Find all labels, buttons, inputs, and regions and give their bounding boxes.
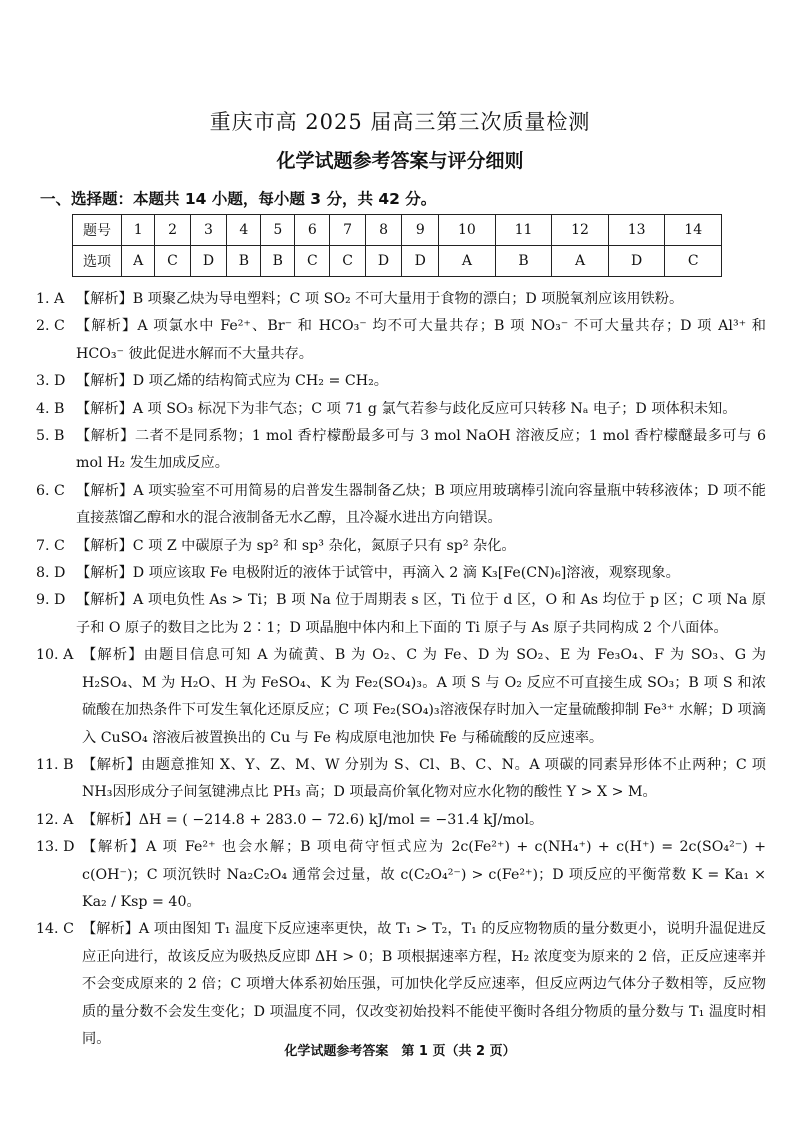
item-number: 3. D	[36, 373, 66, 390]
item-text: 【解析】A 项由图知 T₁ 温度下反应速率更快，故 T₁ > T₂，T₁ 的反应物物质的量分数更小，说明升温促进反应正向进行，故该反应为吸热反应即 ΔH > 0；B 项根据速率方程，H₂ 浓度变为原来的 2 倍，正反应速率并不会变成原来的 2 倍；C 项增大体系初始压强，可加快化学反应速率，但反应两边气体分子数相等，反应物质的量分数不会发生变化；D 项温度不同，仅改变初始投料不能使平衡时各组分物质的量分数与 T₁ 温度时相同。	[82, 921, 766, 1047]
item-number: 11. B	[36, 756, 74, 773]
table-cell-number: 6	[295, 215, 330, 246]
table-header-question: 题号	[73, 215, 122, 246]
table-header-answer: 选项	[73, 246, 122, 277]
item-text: 【解析】ΔH = ( −214.8 + 283.0 − 72.6) kJ/mol = −31.4 kJ/mol。	[82, 811, 544, 828]
item-number: 1. A	[36, 291, 65, 307]
item-text: 【解析】二者不是同系物；1 mol 香柠檬酚最多可与 3 mol NaOH 溶液反应；1 mol 香柠檬醚最多可与 6 mol H₂ 发生加成反应。	[76, 428, 766, 472]
table-cell-answer: C	[330, 246, 365, 277]
item-number: 8. D	[36, 565, 66, 582]
table-cell-answer: D	[402, 246, 439, 277]
table-cell-answer: D	[190, 246, 227, 277]
table-cell-number: 7	[330, 215, 365, 246]
page-title: 重庆市高 2025 届高三第三次质量检测	[209, 110, 591, 134]
item-text: 【解析】C 项 Z 中碳原子为 sp² 和 sp³ 杂化，氮原子只有 sp² 杂化。	[76, 537, 516, 554]
table-cell-number: 14	[665, 215, 722, 246]
item-number: 7. C	[36, 537, 65, 554]
table-cell-answer: A	[439, 246, 496, 277]
item-number: 5. B	[36, 428, 65, 445]
page-subtitle: 化学试题参考答案与评分细则	[276, 150, 524, 172]
section-heading: 一、选择题：本题共 14 小题，每小题 3 分，共 42 分。	[40, 190, 437, 208]
item-text: 【解析】D 项乙烯的结构简式应为 CH₂ = CH₂。	[76, 373, 388, 390]
item-number: 4. B	[36, 400, 65, 417]
item-text: 【解析】由题目信息可知 A 为硫黄、B 为 O₂、C 为 Fe、D 为 SO₂、E 为 Fe₃O₄、F 为 SO₃、G 为 H₂SO₄、M 为 H₂O、H 为 FeSO₄、K 为 Fe₂(SO₄)₃。A 项 S 与 O₂ 反应不可直接生成 SO₃；B 项 S 和浓硫酸在加热条件下可发生氧化还原反应；C 项 Fe₂(SO₄)₃溶液保存时加入一定量硫酸抑制 Fe³⁺ 水解；D 项滴入 CuSO₄ 溶液后被置换出的 Cu 与 Fe 构成原电池加快 Fe 与稀硫酸的反应速率。	[82, 647, 766, 746]
table-cell-answer: B	[261, 246, 295, 277]
explanation-item	[36, 533, 766, 560]
explanation-item	[36, 368, 766, 395]
table-cell-answer: A	[552, 246, 609, 277]
page-footer: 化学试题参考答案 第 1 页（共 2 页）	[284, 1044, 516, 1059]
answer-table-number-row	[73, 215, 722, 246]
item-number: 2. C	[36, 318, 65, 335]
explanation-item	[36, 807, 766, 834]
item-text: 【解析】由题意推知 X、Y、Z、M、W 分别为 S、Cl、B、C、N。A 项碳的同素异形体不止两种；C 项 NH₃因形成分子间氢键沸点比 PH₃ 高；D 项最高价氧化物对应水化物的酸性 Y > X > M。	[82, 756, 766, 801]
explanation-item	[36, 834, 766, 916]
explanation-item	[36, 313, 766, 368]
explanation-item	[36, 916, 766, 1053]
item-text: 【解析】A 项 Fe²⁺ 也会水解；B 项电荷守恒式应为 2c(Fe²⁺) + c(NH₄⁺) + c(H⁺) = 2c(SO₄²⁻) + c(OH⁻)；C 项沉铁时 Na₂C₂O₄ 通常会过量，故 c(C₂O₄²⁻) > c(Fe²⁺)；D 项反应的平衡常数 K = Ka₁ × Ka₂ / Ksp = 40。	[82, 839, 766, 910]
table-cell-number: 9	[402, 215, 439, 246]
table-cell-number: 5	[261, 215, 295, 246]
item-number: 13. D	[36, 839, 75, 856]
explanation-item	[36, 286, 766, 313]
item-number: 6. C	[36, 482, 65, 499]
table-cell-number: 4	[227, 215, 261, 246]
explanation-item	[36, 478, 766, 533]
answer-table	[72, 214, 722, 277]
table-cell-answer: B	[495, 246, 552, 277]
table-cell-number: 10	[439, 215, 496, 246]
table-cell-number: 12	[552, 215, 609, 246]
item-text: 【解析】A 项氯水中 Fe²⁺、Br⁻ 和 HCO₃⁻ 均不可大量共存；B 项 NO₃⁻ 不可大量共存；D 项 Al³⁺ 和 HCO₃⁻ 彼此促进水解而不大量共存。	[76, 318, 766, 362]
item-text: 【解析】D 项应该取 Fe 电极附近的液体于试管中，再滴入 2 滴 K₃[Fe(CN)₆]溶液，观察现象。	[76, 565, 680, 582]
item-text: 【解析】A 项实验室不可用简易的启普发生器制备乙炔；B 项应用玻璃棒引流向容量瓶中转移液体；D 项不能直接蒸馏乙醇和水的混合液制备无水乙醇，且冷凝水进出方向错误。	[76, 482, 766, 527]
item-number: 10. A	[36, 647, 74, 664]
explanation-item	[36, 396, 766, 423]
table-cell-number: 3	[190, 215, 227, 246]
explanation-item	[36, 587, 766, 642]
explanation-item	[36, 560, 766, 587]
table-cell-number: 8	[365, 215, 402, 246]
explanation-item	[36, 423, 766, 478]
explanation-item	[36, 642, 766, 752]
table-cell-answer: B	[227, 246, 261, 277]
explanation-item	[36, 752, 766, 807]
table-cell-number: 11	[495, 215, 552, 246]
table-cell-answer: C	[295, 246, 330, 277]
table-cell-number: 2	[155, 215, 190, 246]
item-number: 12. A	[36, 811, 74, 828]
item-number: 9. D	[36, 592, 66, 609]
table-cell-answer: D	[608, 246, 665, 277]
item-text: 【解析】A 项 SO₃ 标况下为非气态；C 项 71 g 氯气若参与歧化反应可只转移 Nₐ 电子；D 项体积未知。	[76, 400, 737, 417]
item-text: 【解析】A 项电负性 As > Ti；B 项 Na 位于周期表 s 区，Ti 位于 d 区，O 和 As 均位于 p 区；C 项 Na 原子和 O 原子的数目之比为 2∶1；D 项晶胞中体内和上下面的 Ti 原子与 As 原子共同构成 2 个八面体。	[76, 592, 766, 636]
table-cell-answer: D	[365, 246, 402, 277]
table-cell-answer: C	[665, 246, 722, 277]
item-text: 【解析】B 项聚乙炔为导电塑料；C 项 SO₂ 不可大量用于食物的漂白；D 项脱氧剂应该用铁粉。	[76, 291, 684, 307]
item-number: 14. C	[36, 921, 74, 938]
explanation-list	[36, 286, 766, 1053]
table-cell-number: 13	[608, 215, 665, 246]
table-cell-answer: C	[155, 246, 190, 277]
answer-table-answer-row	[73, 246, 722, 277]
table-cell-answer: A	[122, 246, 155, 277]
table-cell-number: 1	[122, 215, 155, 246]
